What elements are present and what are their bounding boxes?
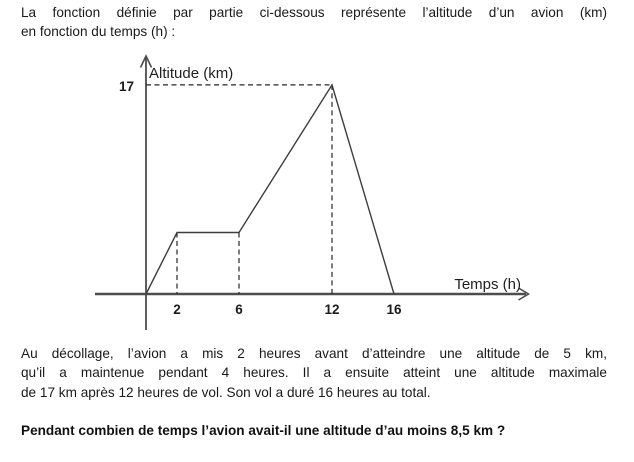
altitude-time-graph: [85, 48, 545, 340]
chart-layer: [119, 79, 402, 317]
x-tick-label: 6: [235, 302, 243, 317]
question-text: Pendant combien de temps l’avion avait-il une altitude d’au moins 8,5 km ?: [21, 423, 506, 438]
y-tick-label: 17: [118, 78, 134, 94]
description-line-3: de 17 km après 12 heures de vol. Son vol a duré 16 heures au total.: [21, 384, 431, 400]
intro-line-1: La fonction définie par partie ci-dessous représente l’altitude d’un avion (km): [21, 5, 607, 20]
description-line-1: Au décollage, l’avion a mis 2 heures avant d’atteindre une altitude de 5 km,: [21, 346, 607, 361]
x-axis-title: Temps (h): [454, 276, 521, 293]
intro-paragraph: [21, 3, 607, 42]
intro-line-2: en fonction du temps (h) :: [21, 24, 176, 40]
description-line-2: qu’il a maintenue pendant 4 heures. Il a ensuite atteint une altitude maximale: [21, 365, 607, 381]
x-tick-label: 12: [324, 302, 340, 317]
y-axis-title: Altitude (km): [149, 65, 234, 82]
altitude-curve: [146, 85, 394, 294]
x-tick-label: 16: [386, 302, 402, 317]
x-tick-label: 2: [173, 302, 181, 317]
description-paragraph: [21, 344, 607, 402]
